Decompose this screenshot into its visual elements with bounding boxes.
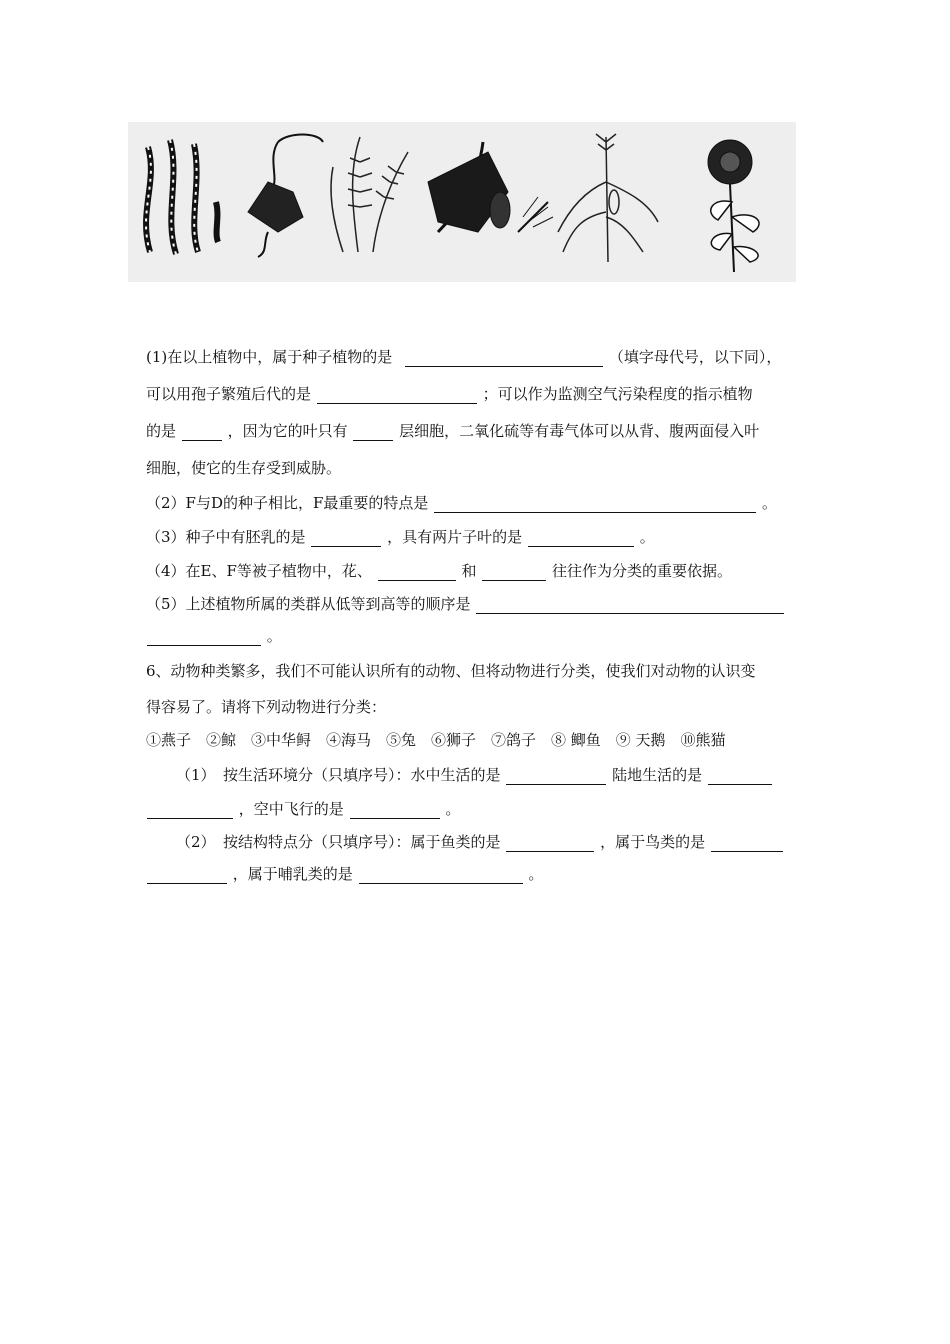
q6-text: ，属于哺乳类的是 bbox=[232, 865, 353, 883]
q6-text: 陆地生活的是 bbox=[612, 766, 703, 784]
q6-intro-line2 bbox=[146, 697, 386, 717]
answer-blank[interactable] bbox=[350, 802, 440, 819]
answer-blank[interactable] bbox=[434, 496, 756, 513]
q5-text: （2）F与D的种子相比，F最重要的特点是 bbox=[146, 494, 429, 512]
q6-text: ，空中飞行的是 bbox=[238, 800, 344, 818]
q5-part3 bbox=[146, 527, 655, 547]
q5-text: 。 bbox=[266, 627, 282, 645]
q6-text: 。 bbox=[445, 800, 461, 818]
q5-part4 bbox=[146, 561, 732, 581]
answer-blank[interactable] bbox=[311, 530, 381, 547]
q6-text: 得容易了。请将下列动物进行分类： bbox=[146, 698, 387, 716]
q5-text: 往往作为分类的重要依据。 bbox=[552, 562, 733, 580]
q5-part5-line2 bbox=[146, 626, 282, 646]
q6-text: ①燕子 ②鲸 ③中华鲟 ④海马 ⑤兔 ⑥狮子 ⑦鸽子 ⑧ 鲫鱼 ⑨ 天鹅 ⑩熊猫 bbox=[146, 731, 726, 749]
q6-text: （2） 按结构特点分（只填序号）：属于鱼类的是 bbox=[176, 833, 501, 851]
answer-blank[interactable] bbox=[182, 424, 222, 441]
q6-text: 。 bbox=[528, 865, 544, 883]
q5-part1-line3 bbox=[146, 421, 759, 441]
q5-part1-line4 bbox=[146, 458, 341, 478]
q6-text: 6、动物种类繁多，我们不可能认识所有的动物、但将动物进行分类，使我们对动物的认识变 bbox=[146, 662, 756, 680]
q6-intro-line1 bbox=[146, 661, 756, 681]
q5-text: 。 bbox=[761, 494, 777, 512]
q5-text: （4）在E、F等被子植物中，花、 bbox=[146, 562, 372, 580]
q5-part2 bbox=[146, 493, 777, 513]
answer-blank[interactable] bbox=[528, 530, 634, 547]
q6-text: （1） 按生活环境分（只填序号）：水中生活的是 bbox=[176, 766, 501, 784]
answer-blank[interactable] bbox=[317, 387, 477, 404]
q5-text: ，具有两片子叶的是 bbox=[387, 528, 523, 546]
q5-text: 细胞，使它的生存受到威胁。 bbox=[146, 459, 342, 477]
q6-sub2-line1 bbox=[176, 832, 784, 852]
q6-animal-list bbox=[146, 730, 726, 750]
plant-illustration bbox=[128, 122, 796, 282]
answer-blank[interactable] bbox=[405, 350, 603, 367]
q5-part1-line1 bbox=[146, 347, 781, 367]
q5-text: 层细胞，二氧化硫等有毒气体可以从背、腹两面侵入叶 bbox=[399, 422, 760, 440]
answer-blank[interactable] bbox=[711, 835, 783, 852]
q6-sub2-line2 bbox=[146, 864, 543, 884]
q5-text: 和 bbox=[461, 562, 477, 580]
q6-sub1-line2 bbox=[146, 799, 460, 819]
answer-blank[interactable] bbox=[476, 597, 784, 614]
q5-text: （5）上述植物所属的类群从低等到高等的顺序是 bbox=[146, 595, 471, 613]
q6-text: ，属于鸟类的是 bbox=[600, 833, 706, 851]
q5-text: （填字母代号，以下同）， bbox=[608, 348, 782, 366]
answer-blank[interactable] bbox=[708, 768, 772, 785]
q5-text: 可以用孢子繁殖后代的是 bbox=[146, 385, 312, 403]
q5-text: 。 bbox=[639, 528, 655, 546]
answer-blank[interactable] bbox=[506, 768, 606, 785]
answer-blank[interactable] bbox=[359, 867, 523, 884]
answer-blank[interactable] bbox=[147, 802, 233, 819]
answer-blank[interactable] bbox=[378, 564, 456, 581]
answer-blank[interactable] bbox=[147, 867, 227, 884]
answer-blank[interactable] bbox=[353, 424, 393, 441]
q5-text: ；可以作为监测空气污染程度的指示植物 bbox=[482, 385, 753, 403]
q5-part1-line2 bbox=[146, 384, 753, 404]
answer-blank[interactable] bbox=[482, 564, 546, 581]
q5-part5-line1 bbox=[146, 594, 785, 614]
q6-sub1-line1 bbox=[176, 765, 773, 785]
q5-text: (1)在以上植物中，属于种子植物的是 bbox=[146, 348, 393, 366]
q5-text: （3）种子中有胚乳的是 bbox=[146, 528, 306, 546]
answer-blank[interactable] bbox=[506, 835, 594, 852]
answer-blank[interactable] bbox=[147, 629, 261, 646]
q5-text: ，因为它的叶只有 bbox=[227, 422, 348, 440]
q5-text: 的是 bbox=[146, 422, 177, 440]
